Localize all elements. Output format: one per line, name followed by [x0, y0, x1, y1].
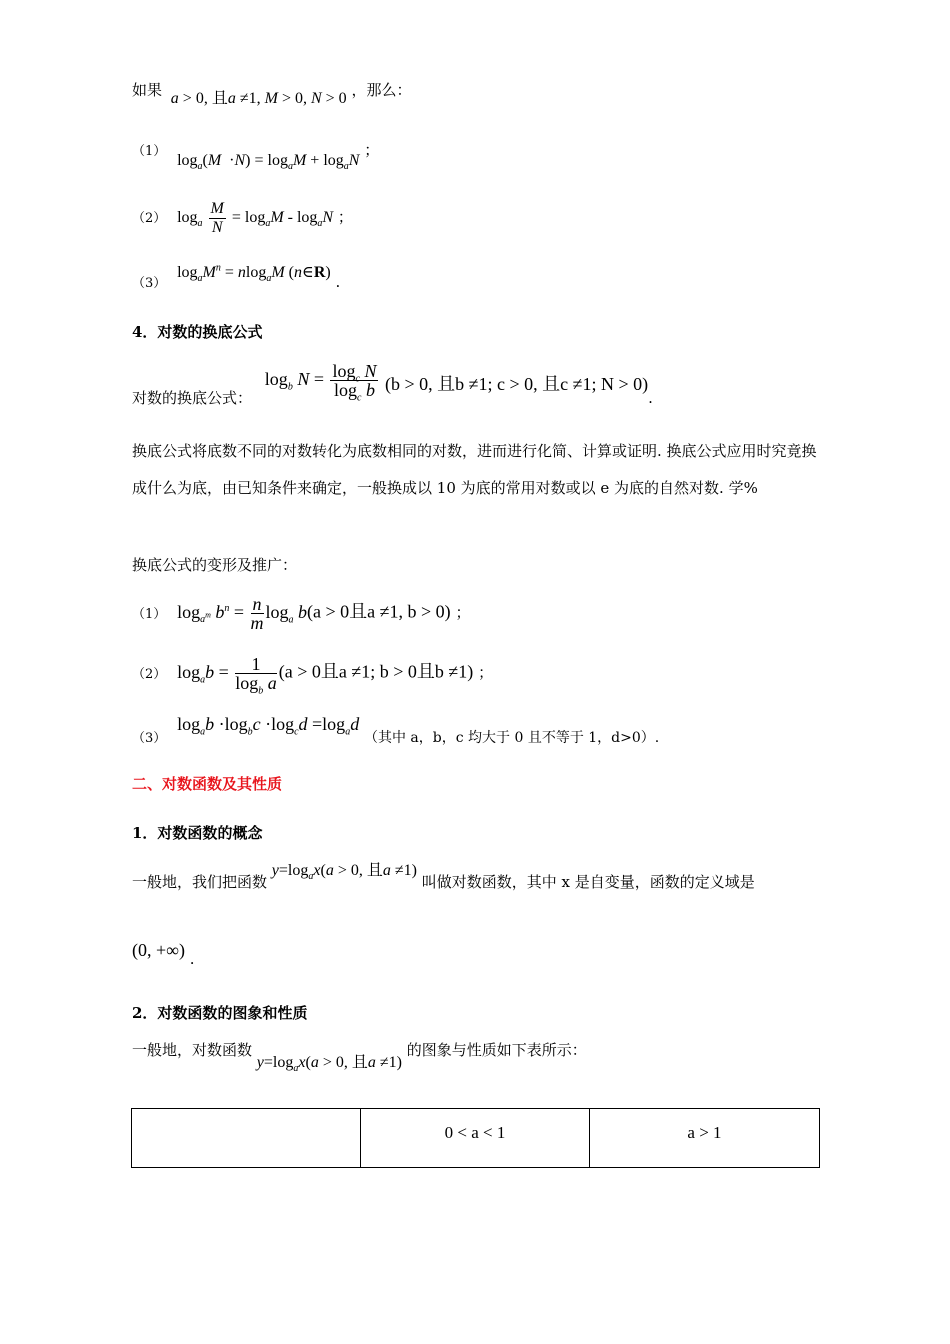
rule-1 — [132, 140, 380, 173]
domain-value: (0, +∞) — [132, 940, 185, 960]
subsection-heading: 1．对数函数的概念 — [132, 824, 263, 842]
rule-end: ； — [364, 141, 380, 159]
table-header-row — [132, 1109, 820, 1168]
variant-index: （1） — [132, 606, 167, 622]
domain-line — [132, 940, 195, 968]
graph-properties-intro — [132, 1040, 587, 1075]
definition-text-before: 一般地，我们把函数 — [132, 873, 268, 891]
variant-1 — [132, 595, 470, 632]
rule-formula: $\log_a$ $\frac{M}{N}$ = $\log_aM - \log_aN$ — [177, 200, 334, 236]
rule-index: （1） — [132, 144, 167, 159]
change-of-base-formula: $\log_b N$ = $\frac{\log_c N}{\log_c b}$ — [264, 361, 377, 404]
rule-2 — [132, 200, 353, 237]
variant-index: （2） — [132, 666, 167, 682]
change-of-base-line — [132, 361, 653, 407]
intro-line — [132, 80, 412, 107]
variant-end: ； — [478, 663, 494, 682]
variant-2 — [132, 654, 494, 697]
table-header-cell: a > 1 — [590, 1109, 820, 1168]
change-of-base-paragraph: 换底公式将底数不同的对数转化为底数相同的对数，进而进行化简、计算或证明. 换底公式应用时究竟换成什么为底，由已知条件来确定，一般换成以 10 为底的常用对数或以 e 为底的自然对数. 学% — [132, 442, 817, 497]
rule-formula: $\log_a(M \cdot N) = \log_aM + \log_aN$ — [177, 152, 360, 173]
formula-condition: (b > 0, 且b ≠1; c > 0, 且c ≠1; N > 0) — [384, 373, 649, 394]
log-function-definition — [132, 860, 755, 891]
domain-end: . — [189, 950, 195, 968]
variant-condition-text: （其中 a，b，c 均大于 0 且不等于 1，d>0）. — [363, 730, 660, 746]
rule-3 — [132, 262, 341, 291]
rule-formula: $\log_aM^n = nlog_aM$ (n∈R) — [177, 262, 331, 285]
rule-index: （2） — [132, 211, 167, 227]
formula-end: . — [648, 388, 653, 407]
table-header-cell: 0 < a < 1 — [361, 1109, 590, 1168]
chapter-heading: 二、对数函数及其性质 — [132, 775, 283, 793]
subsection-heading: 2．对数函数的图象和性质 — [132, 1004, 308, 1022]
intro-formula: $y=\log_ax(a > 0$, 且a ≠1) — [256, 1054, 402, 1075]
variants-label: 换底公式的变形及推广： — [132, 556, 298, 574]
intro-text-after: 的图象与性质如下表所示： — [406, 1041, 587, 1059]
variant-index: （3） — [132, 731, 167, 746]
intro-suffix: ，那么： — [351, 81, 412, 99]
rule-end: . — [335, 273, 341, 291]
intro-text-before: 一般地，对数函数 — [132, 1041, 253, 1059]
variant-end: ； — [455, 603, 471, 622]
properties-table — [131, 1108, 820, 1168]
intro-condition: a > 0, 且a ≠1, M > 0, N > 0 — [170, 90, 347, 107]
variant-formula: $\log_{a^m} b^n$ = $\frac{n}{m}$ $\log_a b$ — [177, 594, 308, 633]
variant-formula: $\log_ab$ = $\frac{1}{\log_b a}$ — [177, 654, 277, 697]
rule-end: ； — [337, 208, 353, 227]
definition-formula: $y=\log_ax(a > 0$, 且a ≠1) — [271, 862, 417, 883]
formula-label: 对数的换底公式： — [132, 388, 253, 407]
variant-3 — [132, 714, 660, 746]
rule-index: （3） — [132, 276, 167, 291]
table-header-cell — [132, 1109, 361, 1168]
variant-formula: $\log_ab \cdot\log_bc \cdot\log_cd =\log_ad$ — [177, 714, 360, 738]
variant-condition: (a > 0且a ≠1; b > 0且b ≠1) — [278, 661, 474, 682]
section-heading: 4．对数的换底公式 — [132, 323, 263, 341]
intro-prefix: 如果 — [132, 81, 163, 99]
definition-text-after: 叫做对数函数，其中 x 是自变量，函数的定义域是 — [421, 873, 755, 891]
variant-condition: (a > 0且a ≠1, b > 0) — [307, 601, 451, 622]
